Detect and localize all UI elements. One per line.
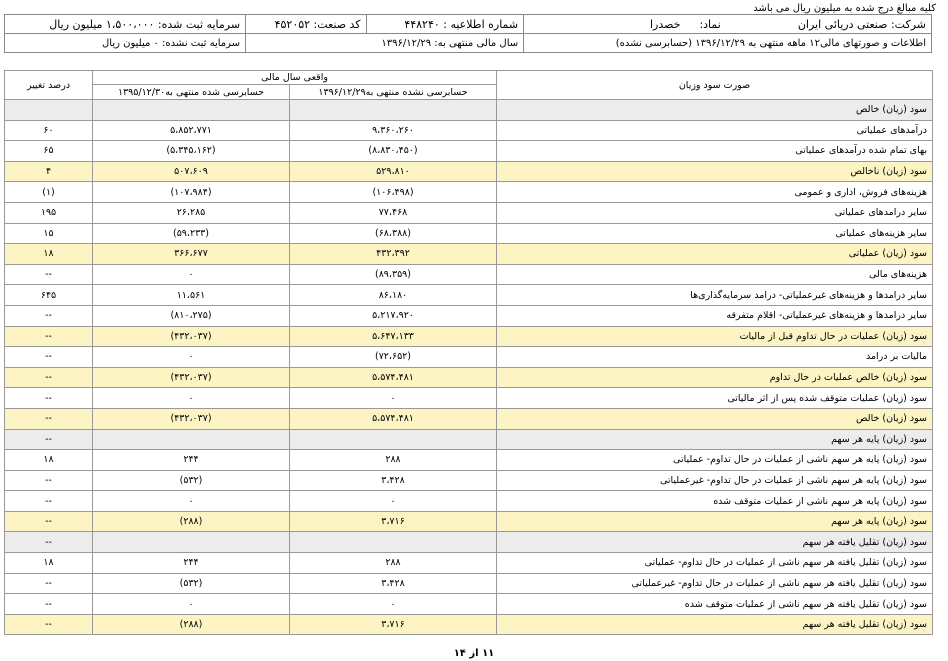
row-prior-value: ۲۶،۲۸۵ — [93, 202, 290, 223]
row-label: مالیات بر درامد — [497, 347, 933, 368]
row-current-value — [290, 429, 497, 450]
unregistered-capital: سرمایه ثبت نشده: ۰ میلیون ریال — [5, 34, 246, 53]
table-row — [5, 285, 933, 306]
page-indicator: ۱۱ از ۱۴ — [453, 648, 495, 659]
row-prior-value: (۵،۳۴۵،۱۶۲) — [93, 141, 290, 162]
row-current-value: (۷۲،۶۵۲) — [290, 347, 497, 368]
table-row — [5, 614, 933, 635]
info-number: شماره اطلاعیه : ۴۴۸۲۴۰ — [366, 15, 524, 34]
row-change-percent: ۶۰ — [5, 120, 93, 141]
row-current-value: ۷۷،۴۶۸ — [290, 202, 497, 223]
row-prior-value: ۰ — [93, 264, 290, 285]
col-change: درصد تغییر — [5, 71, 93, 100]
table-body — [5, 100, 933, 635]
row-current-value: ۲۸۸ — [290, 553, 497, 574]
table-row — [5, 223, 933, 244]
row-prior-value: (۴۳۲،۰۳۷) — [93, 408, 290, 429]
row-current-value: ۵،۵۷۴،۴۸۱ — [290, 408, 497, 429]
table-row — [5, 511, 933, 532]
row-prior-value: ۱۱،۵۶۱ — [93, 285, 290, 306]
row-current-value: (۸۹،۳۵۹) — [290, 264, 497, 285]
table-row — [5, 244, 933, 265]
fiscal-year-end: سال مالی منتهی به: ۱۳۹۶/۱۲/۲۹ — [246, 34, 524, 53]
col-statement: صورت سود وزیان — [497, 71, 933, 100]
row-change-percent: -- — [5, 470, 93, 491]
row-current-value: ۰ — [290, 388, 497, 409]
company-cell — [524, 15, 932, 34]
row-change-percent: -- — [5, 614, 93, 635]
symbol-label: نماد: — [699, 17, 721, 31]
table-row — [5, 326, 933, 347]
registered-capital: سرمایه ثبت شده: ۱،۵۰۰،۰۰۰ میلیون ریال — [5, 15, 246, 34]
row-prior-value: (۴۳۲،۰۳۷) — [93, 326, 290, 347]
row-current-value: ۸۶،۱۸۰ — [290, 285, 497, 306]
row-label: سود (زیان) پایه هر سهم ناشی از عملیات متوقف شده — [497, 491, 933, 512]
row-label: سود (زیان) پایه هر سهم ناشی از عملیات در حال تداوم- عملیاتی — [497, 450, 933, 471]
row-prior-value: ۰ — [93, 347, 290, 368]
row-prior-value: ۰ — [93, 388, 290, 409]
row-prior-value — [93, 429, 290, 450]
row-current-value: ۵،۲۱۷،۹۲۰ — [290, 305, 497, 326]
amounts-unit-note: کلیه مبالغ درج شده به میلیون ریال می باشد — [753, 3, 936, 14]
row-current-value: ۳،۷۱۶ — [290, 614, 497, 635]
company-name: شرکت: صنعتی دریائی ایران — [797, 17, 926, 31]
row-current-value — [290, 100, 497, 121]
row-prior-value — [93, 532, 290, 553]
row-label: سود (زیان) عملیات متوقف شده پس از اثر مالیاتی — [497, 388, 933, 409]
row-current-value: (۶۸،۳۸۸) — [290, 223, 497, 244]
row-current-value: ۳،۷۱۶ — [290, 511, 497, 532]
row-prior-value: (۱۰۷،۹۸۴) — [93, 182, 290, 203]
row-change-percent: -- — [5, 511, 93, 532]
row-change-percent: -- — [5, 594, 93, 615]
row-label: هزینه‌های فروش، اداری و عمومی — [497, 182, 933, 203]
row-prior-value: ۰ — [93, 491, 290, 512]
row-current-value: ۳،۴۲۸ — [290, 470, 497, 491]
row-prior-value — [93, 100, 290, 121]
row-change-percent: -- — [5, 326, 93, 347]
table-row — [5, 202, 933, 223]
row-change-percent: ۱۹۵ — [5, 202, 93, 223]
row-current-value: ۲۸۸ — [290, 450, 497, 471]
row-current-value: ۵۲۹،۸۱۰ — [290, 161, 497, 182]
row-prior-value: (۵۳۲) — [93, 573, 290, 594]
row-change-percent: -- — [5, 429, 93, 450]
col-current: حسابرسی نشده منتهی به۱۳۹۶/۱۲/۲۹ — [290, 85, 497, 100]
row-current-value: ۰ — [290, 491, 497, 512]
row-label: سود (زیان) خالص — [497, 408, 933, 429]
report-description: اطلاعات و صورتهای مالی۱۲ ماهه منتهی به ۱۳۹۶/۱۲/۲۹ (حسابرسی نشده) — [524, 34, 932, 53]
table-row — [5, 470, 933, 491]
col-actual: واقعی سال مالی — [93, 71, 497, 85]
income-statement-table — [4, 70, 933, 635]
row-label: سود (زیان) عملیات در حال تداوم قبل از مالیات — [497, 326, 933, 347]
row-change-percent: -- — [5, 408, 93, 429]
table-row — [5, 408, 933, 429]
table-row — [5, 367, 933, 388]
row-label: هزینه‌های مالی — [497, 264, 933, 285]
row-prior-value: (۵۹،۲۳۳) — [93, 223, 290, 244]
row-current-value: ۰ — [290, 594, 497, 615]
row-prior-value: (۲۸۸) — [93, 614, 290, 635]
row-label: درآمدهای عملیاتی — [497, 120, 933, 141]
row-label: سود (زیان) پایه هر سهم — [497, 511, 933, 532]
row-change-percent: ۱۸ — [5, 553, 93, 574]
table-row — [5, 141, 933, 162]
table-row — [5, 491, 933, 512]
row-label: سود (زیان) خالص — [497, 100, 933, 121]
row-change-percent: ۴ — [5, 161, 93, 182]
row-current-value: ۴۳۲،۳۹۲ — [290, 244, 497, 265]
row-label: سایر هزینه‌های عملیاتی — [497, 223, 933, 244]
row-current-value: ۹،۳۶۰،۲۶۰ — [290, 120, 497, 141]
row-prior-value: ۳۶۶،۶۷۷ — [93, 244, 290, 265]
symbol-value: خصدرا — [649, 17, 681, 31]
row-change-percent — [5, 100, 93, 121]
table-row — [5, 182, 933, 203]
row-change-percent: -- — [5, 388, 93, 409]
table-row — [5, 429, 933, 450]
row-current-value: ۵،۵۷۴،۴۸۱ — [290, 367, 497, 388]
row-label: سایر درامدها و هزینه‌های غیرعملیاتی- درامد سرمایه‌گذاری‌ها — [497, 285, 933, 306]
row-prior-value: ۵،۸۵۲،۷۷۱ — [93, 120, 290, 141]
row-change-percent: ۱۸ — [5, 244, 93, 265]
row-label: سود (زیان) تقلیل یافته هر سهم ناشی از عملیات متوقف شده — [497, 594, 933, 615]
row-label: سایر درامدهای عملیاتی — [497, 202, 933, 223]
row-change-percent: -- — [5, 347, 93, 368]
row-change-percent: ۶۵ — [5, 141, 93, 162]
row-current-value: ۳،۴۲۸ — [290, 573, 497, 594]
row-current-value: (۸،۸۳۰،۴۵۰) — [290, 141, 497, 162]
row-change-percent: -- — [5, 367, 93, 388]
row-label: سود (زیان) ناخالص — [497, 161, 933, 182]
row-label: سود (زیان) تقلیل یافته هر سهم — [497, 614, 933, 635]
row-label: سایر درامدها و هزینه‌های غیرعملیاتی- اقلام متفرقه — [497, 305, 933, 326]
table-row — [5, 161, 933, 182]
row-label: سود (زیان) تقلیل یافته هر سهم ناشی از عملیات در حال تداوم- عملیاتی — [497, 553, 933, 574]
row-current-value — [290, 532, 497, 553]
row-current-value: (۱۰۶،۴۹۸) — [290, 182, 497, 203]
row-change-percent: -- — [5, 491, 93, 512]
row-label: سود (زیان) تقلیل یافته هر سهم — [497, 532, 933, 553]
table-row — [5, 264, 933, 285]
row-change-percent: -- — [5, 532, 93, 553]
industry-code: کد صنعت: ۴۵۲۰۵۲ — [246, 15, 367, 34]
row-prior-value: ۵۰۷،۶۰۹ — [93, 161, 290, 182]
row-label: سود (زیان) خالص عملیات در حال تداوم — [497, 367, 933, 388]
row-change-percent: -- — [5, 264, 93, 285]
row-label: سود (زیان) پایه هر سهم — [497, 429, 933, 450]
table-row — [5, 388, 933, 409]
row-change-percent: (۱) — [5, 182, 93, 203]
table-row — [5, 594, 933, 615]
row-change-percent: -- — [5, 573, 93, 594]
row-prior-value: (۲۸۸) — [93, 511, 290, 532]
row-label: بهای تمام شده درآمدهای عملیاتی — [497, 141, 933, 162]
row-label: سود (زیان) عملیاتی — [497, 244, 933, 265]
table-row — [5, 532, 933, 553]
row-prior-value: ۰ — [93, 594, 290, 615]
table-row — [5, 450, 933, 471]
row-label: سود (زیان) پایه هر سهم ناشی از عملیات در حال تداوم- غیرعملیاتی — [497, 470, 933, 491]
table-row — [5, 100, 933, 121]
row-prior-value: (۴۳۲،۰۳۷) — [93, 367, 290, 388]
col-prior: حسابرسی شده منتهی به۱۳۹۵/۱۲/۳۰ — [93, 85, 290, 100]
row-prior-value: ۲۴۴ — [93, 450, 290, 471]
row-prior-value: (۵۳۲) — [93, 470, 290, 491]
row-prior-value: (۸۱۰،۲۷۵) — [93, 305, 290, 326]
row-prior-value: ۲۴۴ — [93, 553, 290, 574]
row-label: سود (زیان) تقلیل یافته هر سهم ناشی از عملیات در حال تداوم- غیرعملیاتی — [497, 573, 933, 594]
table-row — [5, 573, 933, 594]
row-change-percent: ۱۵ — [5, 223, 93, 244]
table-row — [5, 553, 933, 574]
report-header — [4, 14, 932, 53]
row-change-percent: ۱۸ — [5, 450, 93, 471]
table-row — [5, 120, 933, 141]
row-change-percent: -- — [5, 305, 93, 326]
table-row — [5, 305, 933, 326]
row-change-percent: ۶۴۵ — [5, 285, 93, 306]
row-current-value: ۵،۶۴۷،۱۳۳ — [290, 326, 497, 347]
table-row — [5, 347, 933, 368]
